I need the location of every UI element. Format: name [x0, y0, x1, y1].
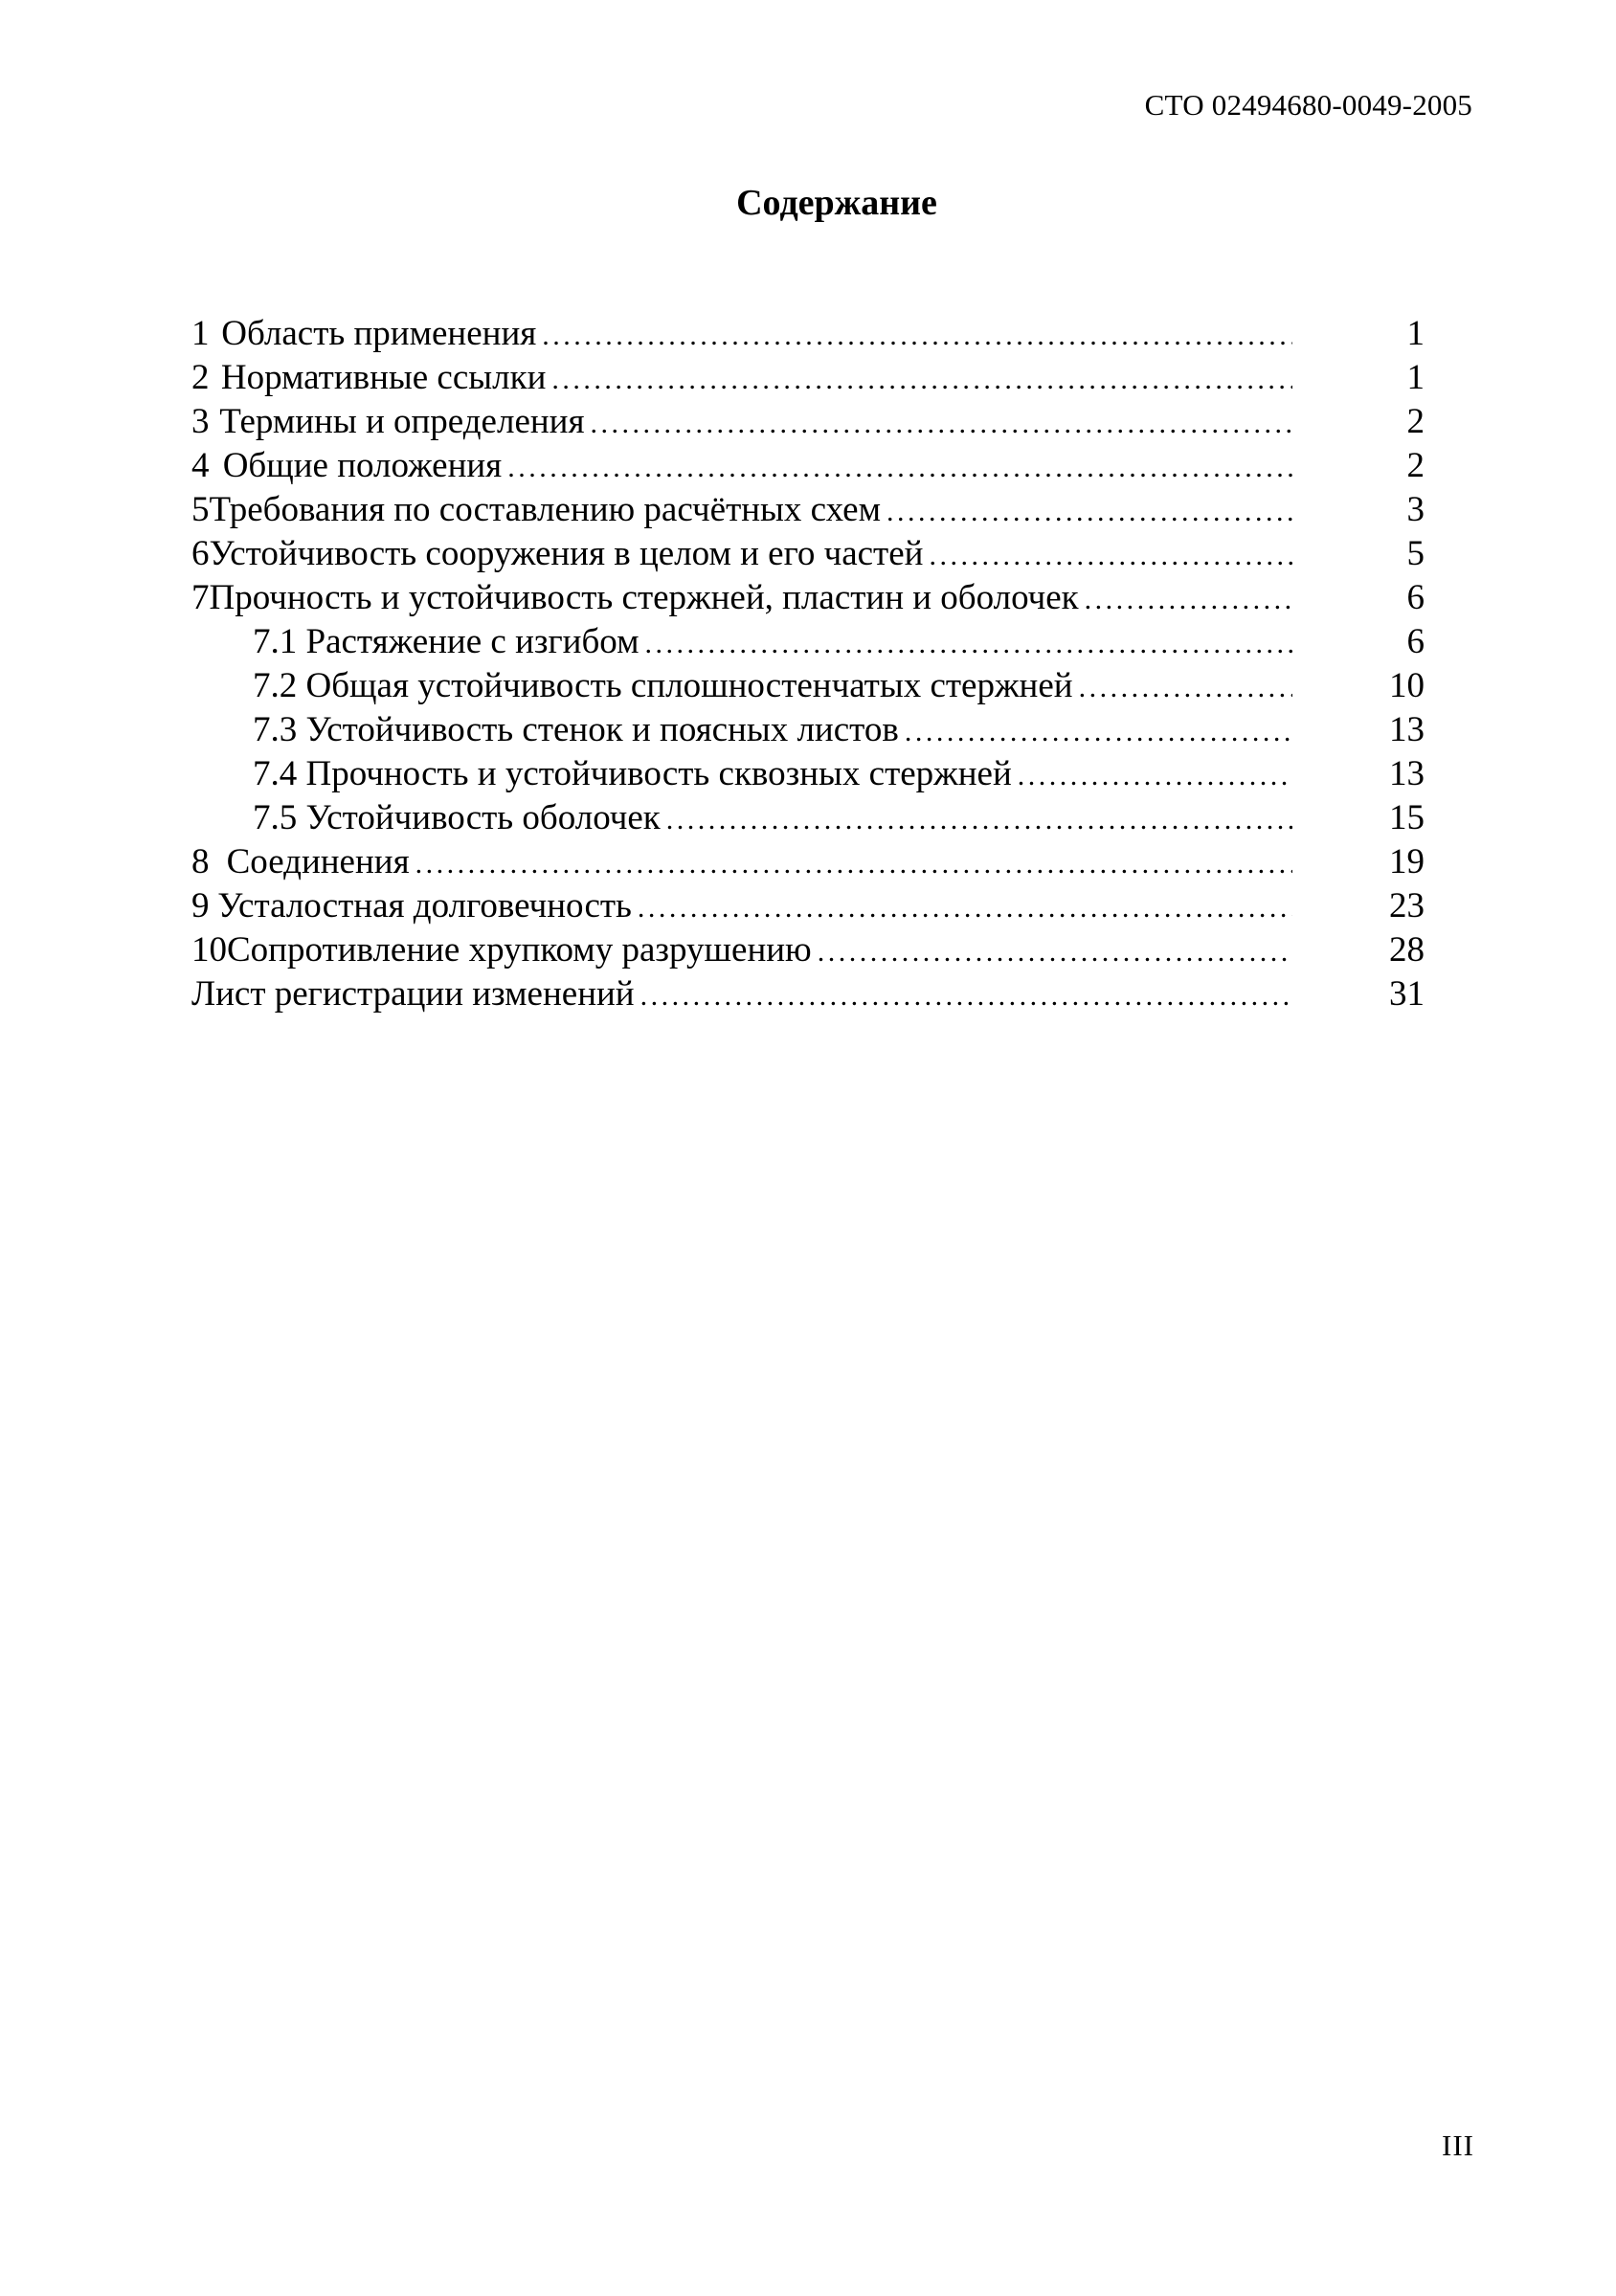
toc-entry-page: 13: [1389, 710, 1425, 749]
toc-entry-number: 2: [191, 358, 210, 397]
toc-subentry[interactable]: [191, 664, 1425, 708]
toc-entry-page: 6: [1406, 578, 1425, 617]
toc-entry-title: 7.5 Устойчивость оболочек: [253, 798, 661, 837]
table-of-contents: [191, 312, 1425, 1016]
toc-entry-number: 3: [191, 402, 210, 441]
dot-leader: [666, 796, 1292, 842]
dot-leader: [1085, 576, 1292, 622]
toc-entry-title: Соединения: [226, 842, 410, 881]
toc-entry-title: Усталостная долговечность: [217, 886, 632, 925]
toc-entry-title: 7.4 Прочность и устойчивость сквозных стержней: [253, 754, 1012, 793]
dot-leader: [542, 312, 1292, 358]
dot-leader: [1079, 664, 1292, 710]
toc-entry-number: 6: [191, 534, 210, 573]
toc-entry-page: 23: [1389, 886, 1425, 925]
document-code: СТО 02494680-0049-2005: [1144, 88, 1472, 122]
toc-subentry[interactable]: [191, 620, 1425, 664]
toc-entry[interactable]: [191, 972, 1425, 1016]
toc-entry[interactable]: [191, 928, 1425, 972]
dot-leader: [638, 884, 1292, 930]
toc-entry-title: Устойчивость сооружения в целом и его частей: [209, 534, 924, 573]
toc-entry[interactable]: [191, 356, 1425, 400]
toc-entry-page: 6: [1406, 622, 1425, 661]
dot-leader: [640, 972, 1292, 1018]
toc-entry[interactable]: [191, 400, 1425, 444]
toc-entry-title: Общие положения: [222, 446, 503, 485]
toc-entry-title: Лист регистрации изменений: [191, 974, 635, 1014]
toc-entry-number: 7: [191, 578, 210, 617]
toc-entry-page: 28: [1389, 930, 1425, 970]
toc-entry-number: 5: [191, 490, 210, 529]
toc-entry-page: 5: [1406, 534, 1425, 573]
toc-entry-title: 7.1 Растяжение с изгибом: [253, 622, 640, 661]
dot-leader: [905, 708, 1292, 754]
toc-subentry[interactable]: [191, 752, 1425, 796]
toc-entry-page: 1: [1406, 314, 1425, 353]
toc-entry[interactable]: [191, 840, 1425, 884]
toc-entry-number: 9: [191, 886, 210, 925]
toc-entry[interactable]: [191, 532, 1425, 576]
toc-entry[interactable]: [191, 312, 1425, 356]
toc-entry[interactable]: [191, 576, 1425, 620]
dot-leader: [818, 928, 1292, 974]
toc-entry-page: 10: [1389, 666, 1425, 705]
toc-entry-title: Прочность и устойчивость стержней, пластин и оболочек: [209, 578, 1079, 617]
toc-entry-page: 1: [1406, 358, 1425, 397]
toc-entry-title: 7.3 Устойчивость стенок и поясных листов: [253, 710, 899, 749]
dot-leader: [887, 488, 1292, 534]
toc-subentry[interactable]: [191, 708, 1425, 752]
dot-leader: [645, 620, 1293, 666]
toc-entry-title: Термины и определения: [219, 402, 585, 441]
toc-entry-page: 3: [1406, 490, 1425, 529]
toc-entry-title: 7.2 Общая устойчивость сплошностенчатых стержней: [253, 666, 1073, 705]
toc-entry[interactable]: [191, 884, 1425, 928]
toc-entry-title: Сопротивление хрупкому разрушению: [227, 930, 812, 970]
toc-entry-number: 4: [191, 446, 210, 485]
dot-leader: [591, 400, 1293, 446]
toc-entry-page: 15: [1389, 798, 1425, 837]
toc-entry-page: 2: [1406, 446, 1425, 485]
toc-entry[interactable]: [191, 444, 1425, 488]
toc-entry-page: 13: [1389, 754, 1425, 793]
toc-subentry[interactable]: [191, 796, 1425, 840]
toc-entry-number: 8: [191, 842, 210, 881]
toc-entry-page: 19: [1389, 842, 1425, 881]
toc-entry-number: 10: [191, 930, 227, 970]
toc-title: Содержание: [736, 183, 937, 223]
toc-entry-page: 2: [1406, 402, 1425, 441]
toc-entry-title: Область применения: [221, 314, 537, 353]
dot-leader: [929, 532, 1292, 578]
toc-entry-title: Требования по составлению расчётных схем: [209, 490, 882, 529]
dot-leader: [415, 840, 1292, 886]
toc-entry[interactable]: [191, 488, 1425, 532]
dot-leader: [1018, 752, 1292, 798]
dot-leader: [507, 444, 1292, 490]
toc-entry-title: Нормативные ссылки: [220, 358, 547, 397]
dot-leader: [551, 356, 1292, 402]
toc-entry-number: 1: [191, 314, 210, 353]
toc-entry-page: 31: [1389, 974, 1425, 1014]
page-number: III: [1442, 2129, 1474, 2162]
